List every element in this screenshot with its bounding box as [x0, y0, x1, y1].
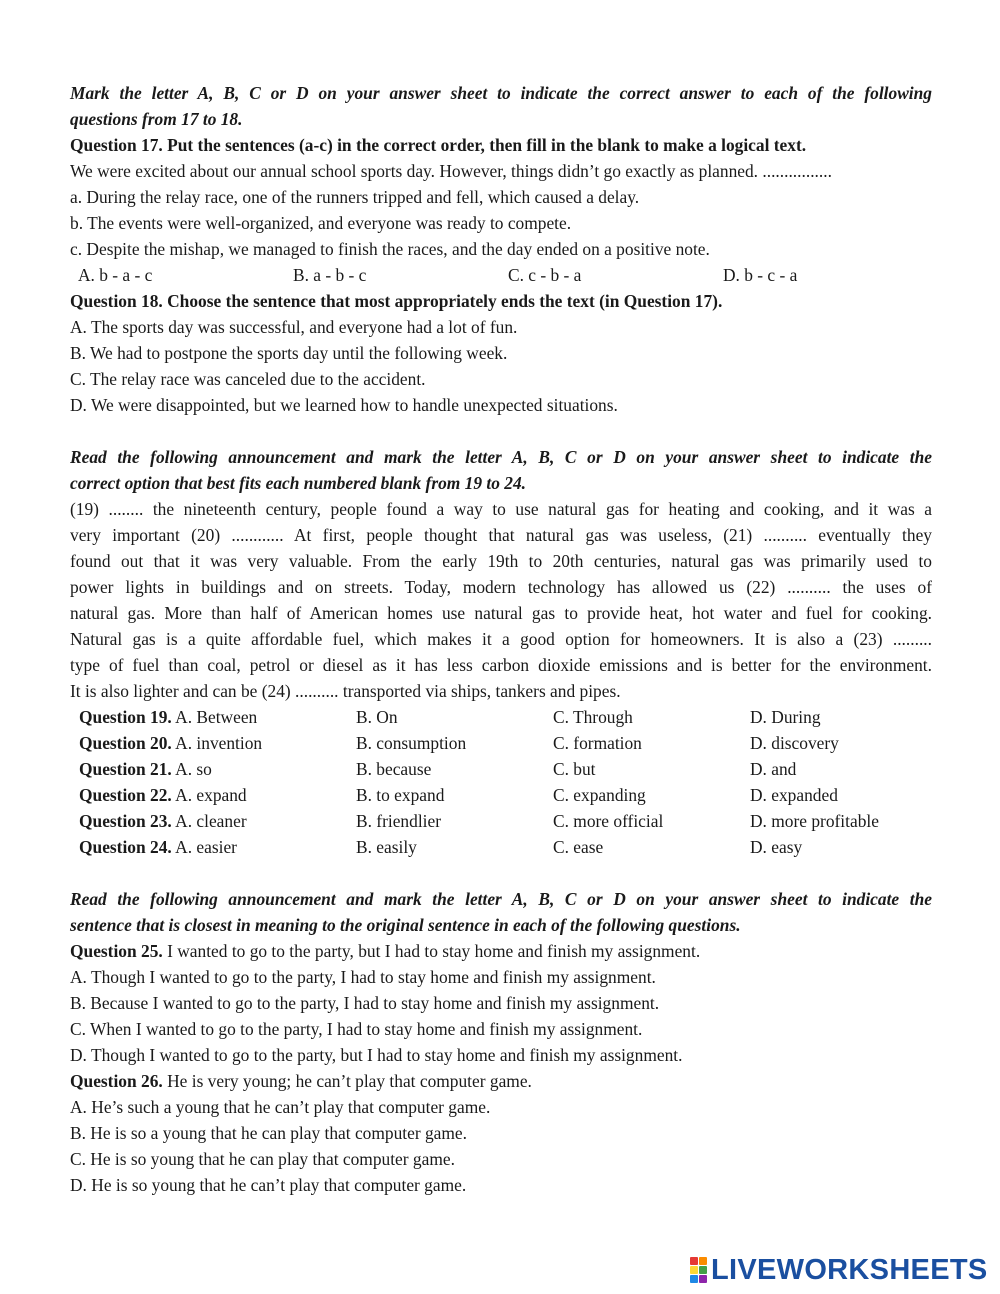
question-17-option-c[interactable]: C. c - b - a	[508, 265, 582, 285]
liveworksheets-logo[interactable]	[690, 1255, 990, 1285]
question-26-option-c[interactable]: C. He is so young that he can play that computer game.	[70, 1149, 455, 1169]
question-17-title: Question 17. Put the sentences (a-c) in the correct order, then fill in the blank to make a logical text.	[70, 135, 807, 155]
question-25-text: I wanted to go to the party, but I had to stay home and finish my assignment.	[162, 941, 701, 961]
question-25-option-d[interactable]: D. Though I wanted to go to the party, but I had to stay home and finish my assignment.	[70, 1045, 683, 1065]
question-22-option-d[interactable]: D. expanded	[750, 785, 838, 805]
question-20-option-d[interactable]: D. discovery	[750, 733, 839, 753]
passage-line: natural gas. More than half of American homes use natural gas to provide heat, hot water and fuel for cooking.	[70, 603, 932, 623]
question-26-option-a[interactable]: A. He’s such a young that he can’t play that computer game.	[70, 1097, 491, 1117]
question-17-options	[70, 262, 932, 288]
question-24-option-c[interactable]: C. ease	[553, 837, 604, 857]
section1-instruction-line1: Mark the letter A, B, C or D on your answer sheet to indicate the correct answer to each of the following	[70, 83, 932, 103]
worksheet-page	[70, 80, 932, 1198]
question-17-option-a[interactable]: A. b - a - c	[78, 265, 153, 285]
question-18-option-b[interactable]: B. We had to postpone the sports day until the following week.	[70, 343, 508, 363]
question-26-text: He is very young; he can’t play that computer game.	[162, 1071, 532, 1091]
question-18-option-c[interactable]: C. The relay race was canceled due to the accident.	[70, 369, 426, 389]
question-21-option-d[interactable]: D. and	[750, 759, 797, 779]
question-17-sentence-b: b. The events were well-organized, and everyone was ready to compete.	[70, 213, 572, 233]
question-26-prompt	[70, 1068, 932, 1094]
question-23-option-b[interactable]: B. friendlier	[356, 811, 441, 831]
question-19-label: Question 19.	[79, 707, 172, 727]
question-22-option-b[interactable]: B. to expand	[356, 785, 445, 805]
passage-line: It is also lighter and can be (24) .......... transported via ships, tankers and pipes.	[70, 681, 621, 701]
question-20-option-c[interactable]: C. formation	[553, 733, 642, 753]
passage-line: type of fuel than coal, petrol or diesel as it has less carbon dioxide emissions and is better for the environment.	[70, 655, 932, 675]
section3-instruction-line2: sentence that is closest in meaning to the original sentence in each of the following questions.	[70, 915, 741, 935]
question-22-label: Question 22.	[79, 785, 172, 805]
question-20-label: Question 20.	[79, 733, 172, 753]
question-21-option-a[interactable]: A. so	[175, 759, 212, 779]
question-24-option-a[interactable]: A. easier	[175, 837, 237, 857]
question-17-text: We were excited about our annual school sports day. However, things didn’t go exactly as planned. ................	[70, 161, 832, 181]
passage-line: Natural gas is a quite affordable fuel, which makes it a good option for homeowners. It is also a (23) .........	[70, 629, 932, 649]
question-19-option-a[interactable]: A. Between	[175, 707, 258, 727]
passage-line: (19) ........ the nineteenth century, people found a way to use natural gas for heating and cooking, and it was a	[70, 499, 932, 519]
question-18-option-d[interactable]: D. We were disappointed, but we learned how to handle unexpected situations.	[70, 395, 618, 415]
passage-line: very important (20) ............ At first, people thought that natural gas was useless, (21) .......... eventually they	[70, 525, 932, 545]
question-23-option-d[interactable]: D. more profitable	[750, 811, 879, 831]
question-21-option-c[interactable]: C. but	[553, 759, 596, 779]
question-25-option-c[interactable]: C. When I wanted to go to the party, I had to stay home and finish my assignment.	[70, 1019, 643, 1039]
question-26-label: Question 26.	[70, 1071, 163, 1091]
question-22-option-c[interactable]: C. expanding	[553, 785, 646, 805]
question-24-option-d[interactable]: D. easy	[750, 837, 803, 857]
question-19-option-b[interactable]: B. On	[356, 707, 398, 727]
question-21-row	[70, 756, 932, 782]
question-17-sentence-a: a. During the relay race, one of the runners tripped and fell, which caused a delay.	[70, 187, 640, 207]
section3-instruction-line1: Read the following announcement and mark the letter A, B, C or D on your answer sheet to indicate the	[70, 889, 932, 909]
question-22-option-a[interactable]: A. expand	[175, 785, 247, 805]
section2-instruction-line2: correct option that best fits each numbered blank from 19 to 24.	[70, 473, 527, 493]
question-23-row	[70, 808, 932, 834]
question-21-option-b[interactable]: B. because	[356, 759, 432, 779]
question-23-label: Question 23.	[79, 811, 172, 831]
question-18-option-a[interactable]: A. The sports day was successful, and everyone had a lot of fun.	[70, 317, 518, 337]
passage-line: power lights in buildings and on streets. Today, modern technology has allowed us (22) .......... the uses of	[70, 577, 932, 597]
question-26-option-d[interactable]: D. He is so young that he can’t play that computer game.	[70, 1175, 467, 1195]
section1-instruction-line2: questions from 17 to 18.	[70, 109, 243, 129]
question-20-option-b[interactable]: B. consumption	[356, 733, 467, 753]
question-18-title: Question 18. Choose the sentence that most appropriately ends the text (in Question 17).	[70, 291, 723, 311]
liveworksheets-logo-text: LIVEWORKSHEETS	[711, 1253, 988, 1286]
question-21-label: Question 21.	[79, 759, 172, 779]
question-19-option-d[interactable]: D. During	[750, 707, 821, 727]
question-17-option-b[interactable]: B. a - b - c	[293, 265, 367, 285]
question-25-label: Question 25.	[70, 941, 163, 961]
section2-instruction-line1: Read the following announcement and mark the letter A, B, C or D on your answer sheet to indicate the	[70, 447, 932, 467]
question-25-prompt	[70, 938, 932, 964]
liveworksheets-logo-icon	[690, 1257, 707, 1283]
question-25-option-b[interactable]: B. Because I wanted to go to the party, I had to stay home and finish my assignment.	[70, 993, 660, 1013]
question-20-row	[70, 730, 932, 756]
question-26-option-b[interactable]: B. He is so a young that he can play that computer game.	[70, 1123, 467, 1143]
question-23-option-a[interactable]: A. cleaner	[175, 811, 247, 831]
question-17-sentence-c: c. Despite the mishap, we managed to finish the races, and the day ended on a positive note.	[70, 239, 710, 259]
passage-line: found out that it was very valuable. From the early 19th to 20th centuries, natural gas was primarily used to	[70, 551, 932, 571]
question-24-row	[70, 834, 932, 860]
question-24-label: Question 24.	[79, 837, 172, 857]
question-25-option-a[interactable]: A. Though I wanted to go to the party, I had to stay home and finish my assignment.	[70, 967, 656, 987]
question-19-option-c[interactable]: C. Through	[553, 707, 633, 727]
question-17-option-d[interactable]: D. b - c - a	[723, 265, 798, 285]
question-19-row	[70, 704, 932, 730]
question-23-option-c[interactable]: C. more official	[553, 811, 664, 831]
question-20-option-a[interactable]: A. invention	[175, 733, 263, 753]
question-24-option-b[interactable]: B. easily	[356, 837, 417, 857]
question-22-row	[70, 782, 932, 808]
